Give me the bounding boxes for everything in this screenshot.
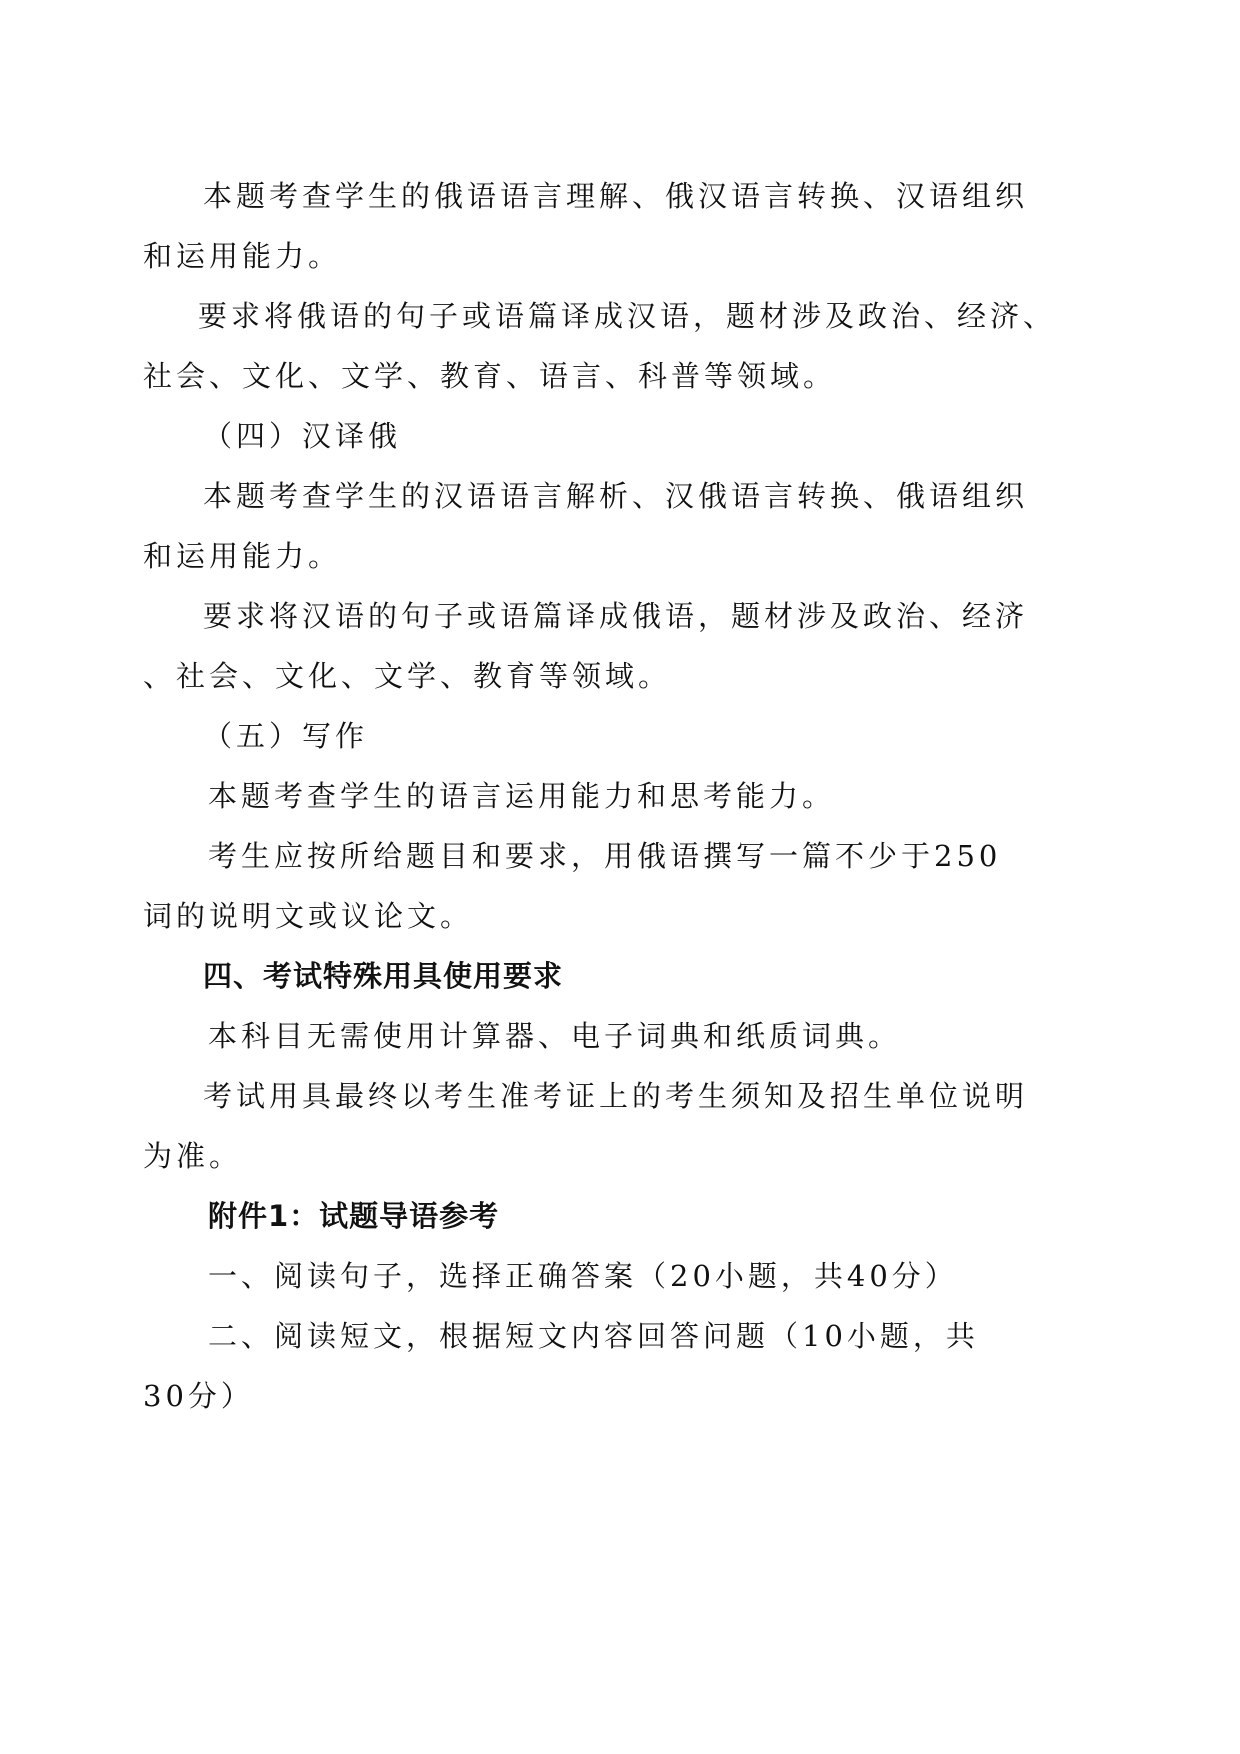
paragraph-line: 本题考查学生的汉语语言解析、汉俄语言转换、俄语组织: [203, 479, 1029, 513]
paragraph-line: 和运用能力。: [143, 239, 342, 273]
paragraph-line: 考生应按所给题目和要求，用俄语撰写一篇不少于250: [208, 839, 1002, 873]
paragraph-line: 词的说明文或议论文。: [143, 899, 474, 933]
paragraph-line: 和运用能力。: [143, 539, 342, 573]
paragraph-line: 要求将俄语的句子或语篇译成汉语，题材涉及政治、经济、: [198, 299, 1057, 333]
paragraph-line: 考试用具最终以考生准考证上的考生须知及招生单位说明: [203, 1079, 1029, 1113]
list-item-continuation: 30分）: [143, 1379, 254, 1413]
paragraph-line: 、社会、文化、文学、教育等领域。: [143, 659, 672, 693]
subsection-heading: （四）汉译俄: [203, 419, 402, 453]
subsection-heading: （五）写作: [203, 719, 369, 753]
list-item: 一、阅读句子，选择正确答案（20小题，共40分）: [208, 1259, 958, 1293]
appendix-heading: 附件1：试题导语参考: [208, 1199, 500, 1233]
section-heading: 四、考试特殊用具使用要求: [203, 959, 564, 993]
paragraph-line: 为准。: [143, 1139, 243, 1173]
paragraph-line: 本科目无需使用计算器、电子词典和纸质词典。: [208, 1019, 902, 1053]
paragraph-line: 要求将汉语的句子或语篇译成俄语，题材涉及政治、经济: [203, 599, 1029, 633]
list-item: 二、阅读短文，根据短文内容回答问题（10小题，共: [208, 1319, 979, 1353]
paragraph-line: 社会、文化、文学、教育、语言、科普等领域。: [143, 359, 837, 393]
paragraph-line: 本题考查学生的俄语语言理解、俄汉语言转换、汉语组织: [203, 179, 1029, 213]
paragraph-line: 本题考查学生的语言运用能力和思考能力。: [208, 779, 836, 813]
